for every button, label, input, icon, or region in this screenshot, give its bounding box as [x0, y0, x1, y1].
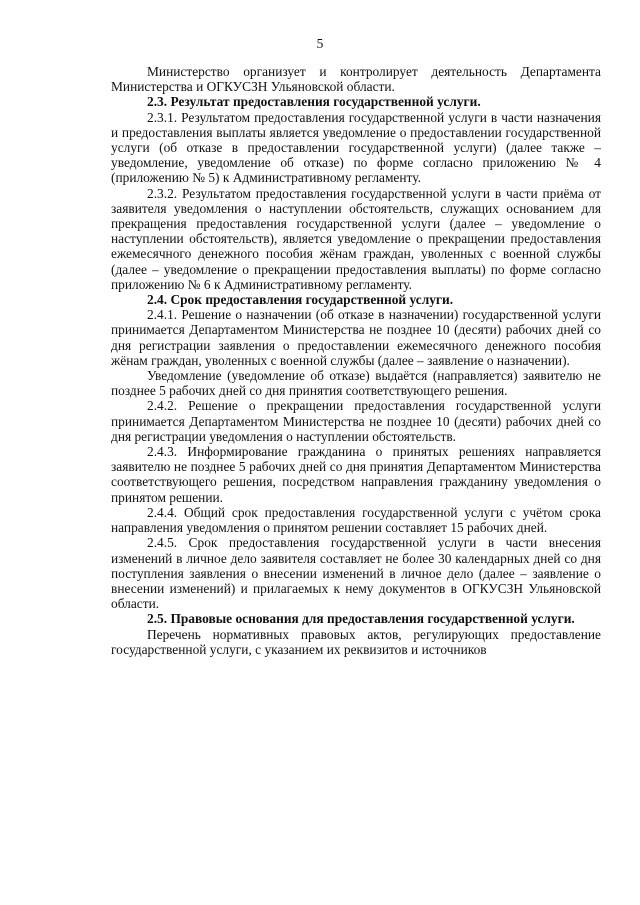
section-heading-text: Правовые основания для предоставления государственной услуги.: [170, 611, 575, 627]
paragraph: 2.4.1. Решение о назначении (об отказе в назначении) государственной услуги принимается Департаментом Министерства не позднее 10 (десяти) рабочих дней со дня регистрации заявления о предоставлении ежемесячного денежного пособия жёнам граждан, уволенных с военной службы (далее – заявление о назначении).: [111, 307, 601, 368]
paragraph: Перечень нормативных правовых актов, регулирующих предоставление государственной услуги, с указанием их реквизитов и источников: [111, 626, 601, 657]
section-heading-2-4: [111, 292, 601, 307]
section-heading-2-3: [111, 94, 601, 109]
section-number: 2.4.: [147, 292, 171, 308]
section-number: 2.5.: [147, 611, 171, 627]
paragraph: 2.4.5. Срок предоставления государственной услуги в части внесения изменений в личное дело заявителя составляет не более 30 календарных дней со дня поступления заявления о внесении изменений в личное дело (далее – заявление о внесении изменений) и прилагаемых к нему документов в ОГКУСЗН Ульяновской области.: [111, 535, 601, 612]
document-body: [111, 64, 601, 657]
paragraph: 2.3.2. Результатом предоставления государственной услуги в части приёма от заявителя уведомления о наступлении обстоятельств, служащих основанием для прекращения предоставления государственной услуги (далее – уведомление о наступлении обстоятельств), является уведомление о прекращении предоставления ежемесячного денежного пособия жёнам граждан, уволенных с военной службы (далее – уведомление о прекращении предоставления выплаты) по форме согласно приложению № 6 к Административному регламенту.: [111, 185, 601, 292]
paragraph: Министерство организует и контролирует деятельность Департамента Министерства и ОГКУСЗН Ульяновской области.: [111, 64, 601, 95]
section-heading-2-5: [111, 611, 601, 626]
paragraph: Уведомление (уведомление об отказе) выдаётся (направляется) заявителю не позднее 5 рабочих дней со дня принятия соответствующего решения.: [111, 368, 601, 399]
section-heading-text: Срок предоставления государственной услуги.: [170, 292, 454, 308]
paragraph: 2.4.4. Общий срок предоставления государственной услуги с учётом срока направления уведомления о принятом решении составляет 15 рабочих дней.: [111, 504, 601, 536]
paragraph: 2.4.3. Информирование гражданина о принятых решениях направляется заявителю не позднее 5 рабочих дней со дня принятия Департаментом Министерства соответствующего решения, посредством направления гражданину уведомления о принятом решении.: [111, 444, 601, 505]
section-heading-text: Результат предоставления государственной услуги.: [170, 94, 481, 110]
page-number: 5: [316, 36, 324, 51]
paragraph: 2.3.1. Результатом предоставления государственной услуги в части назначения и предоставления выплаты является уведомление о предоставлении государственной услуги (об отказе в предоставлении государственной услуги) (далее также – уведомление, уведомление об отказе) по форме согласно приложению № 4 (приложению № 5) к Административному регламенту.: [111, 109, 601, 186]
section-number: 2.3.: [147, 94, 171, 110]
paragraph: 2.4.2. Решение о прекращении предоставления государственной услуги принимается Департаментом Министерства не позднее 10 (десяти) рабочих дней со дня регистрации уведомления о наступлении обстоятельств.: [111, 398, 601, 444]
